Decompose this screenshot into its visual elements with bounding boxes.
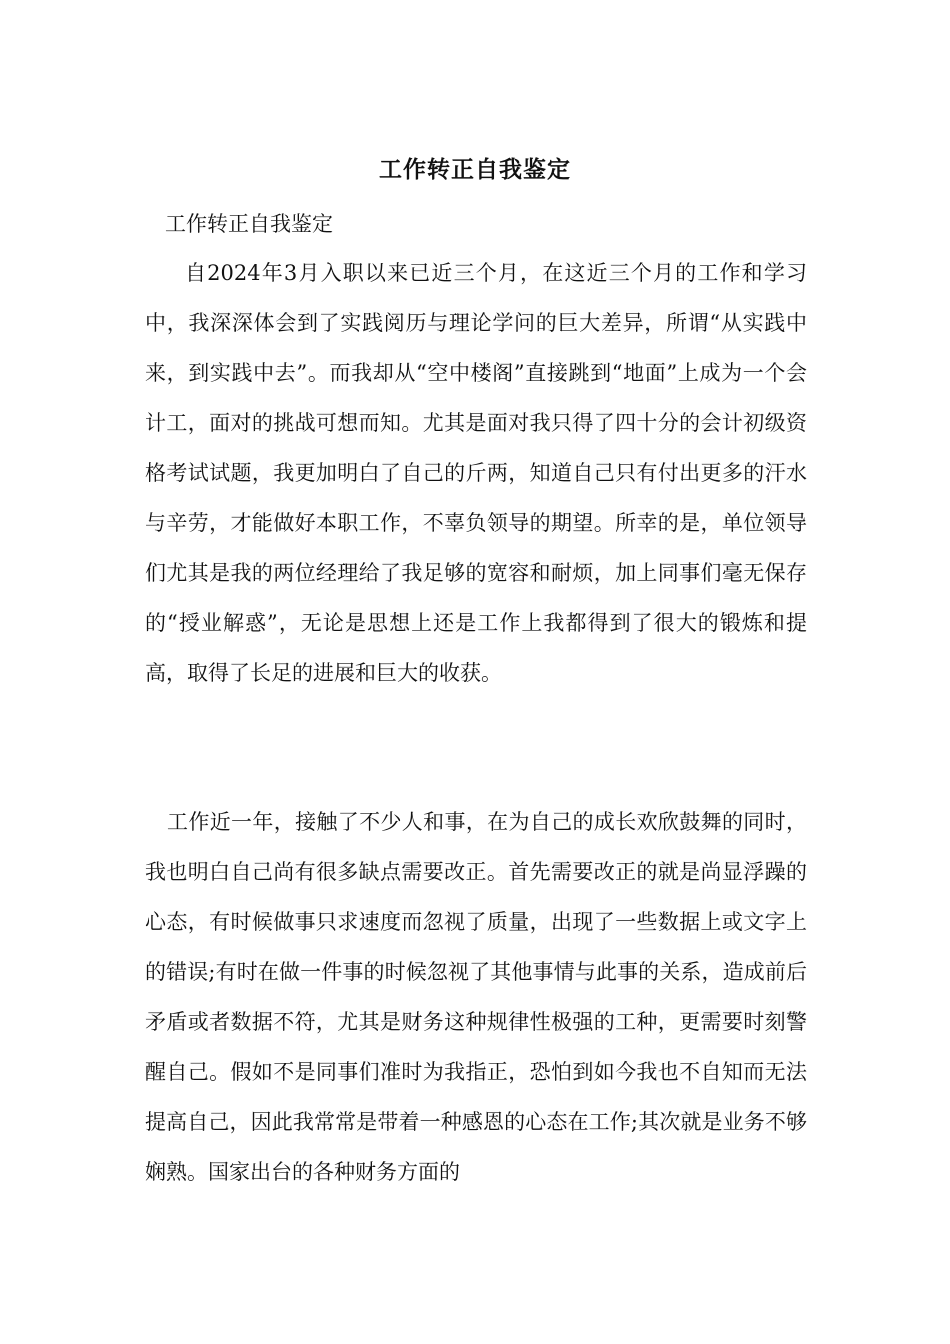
paragraph-1: 自2024年3月入职以来已近三个月，在这近三个月的工作和学习中，我深深体会到了实践阅历与理论学问的巨大差异，所谓“从实践中来，到实践中去”。而我却从“空中楼阁”直接跳到“地面”上成为一个会计工，面对的挑战可想而知。尤其是面对我只得了四十分的会计初级资格考试试题，我更加明白了自己的斤两，知道自己只有付出更多的汗水与辛劳，才能做好本职工作，不辜负领导的期望。所幸的是，单位领导们尤其是我的两位经理给了我足够的宽容和耐烦，加上同事们毫无保存的“授业解惑”，无论是思想上还是工作上我都得到了很大的锻炼和提高，取得了长足的进展和巨大的收获。 [145, 261, 807, 685]
document-title: 工作转正自我鉴定 [379, 156, 571, 183]
paragraph-2: 工作近一年，接触了不少人和事，在为自己的成长欢欣鼓舞的同时，我也明白自己尚有很多缺点需要改正。首先需要改正的就是尚显浮躁的心态，有时候做事只求速度而忽视了质量，出现了一些数据上或文字上的错误;有时在做一件事的时候忽视了其他事情与此事的关系，造成前后矛盾或者数据不符，尤其是财务这种规律性极强的工种，更需要时刻警醒自己。假如不是同事们准时为我指正，恐怕到如今我也不自知而无法提高自己，因此我常常是带着一种感恩的心态在工作;其次就是业务不够娴熟。国家出台的各种财务方面的 [145, 810, 807, 1184]
document-subtitle: 工作转正自我鉴定 [165, 212, 333, 236]
